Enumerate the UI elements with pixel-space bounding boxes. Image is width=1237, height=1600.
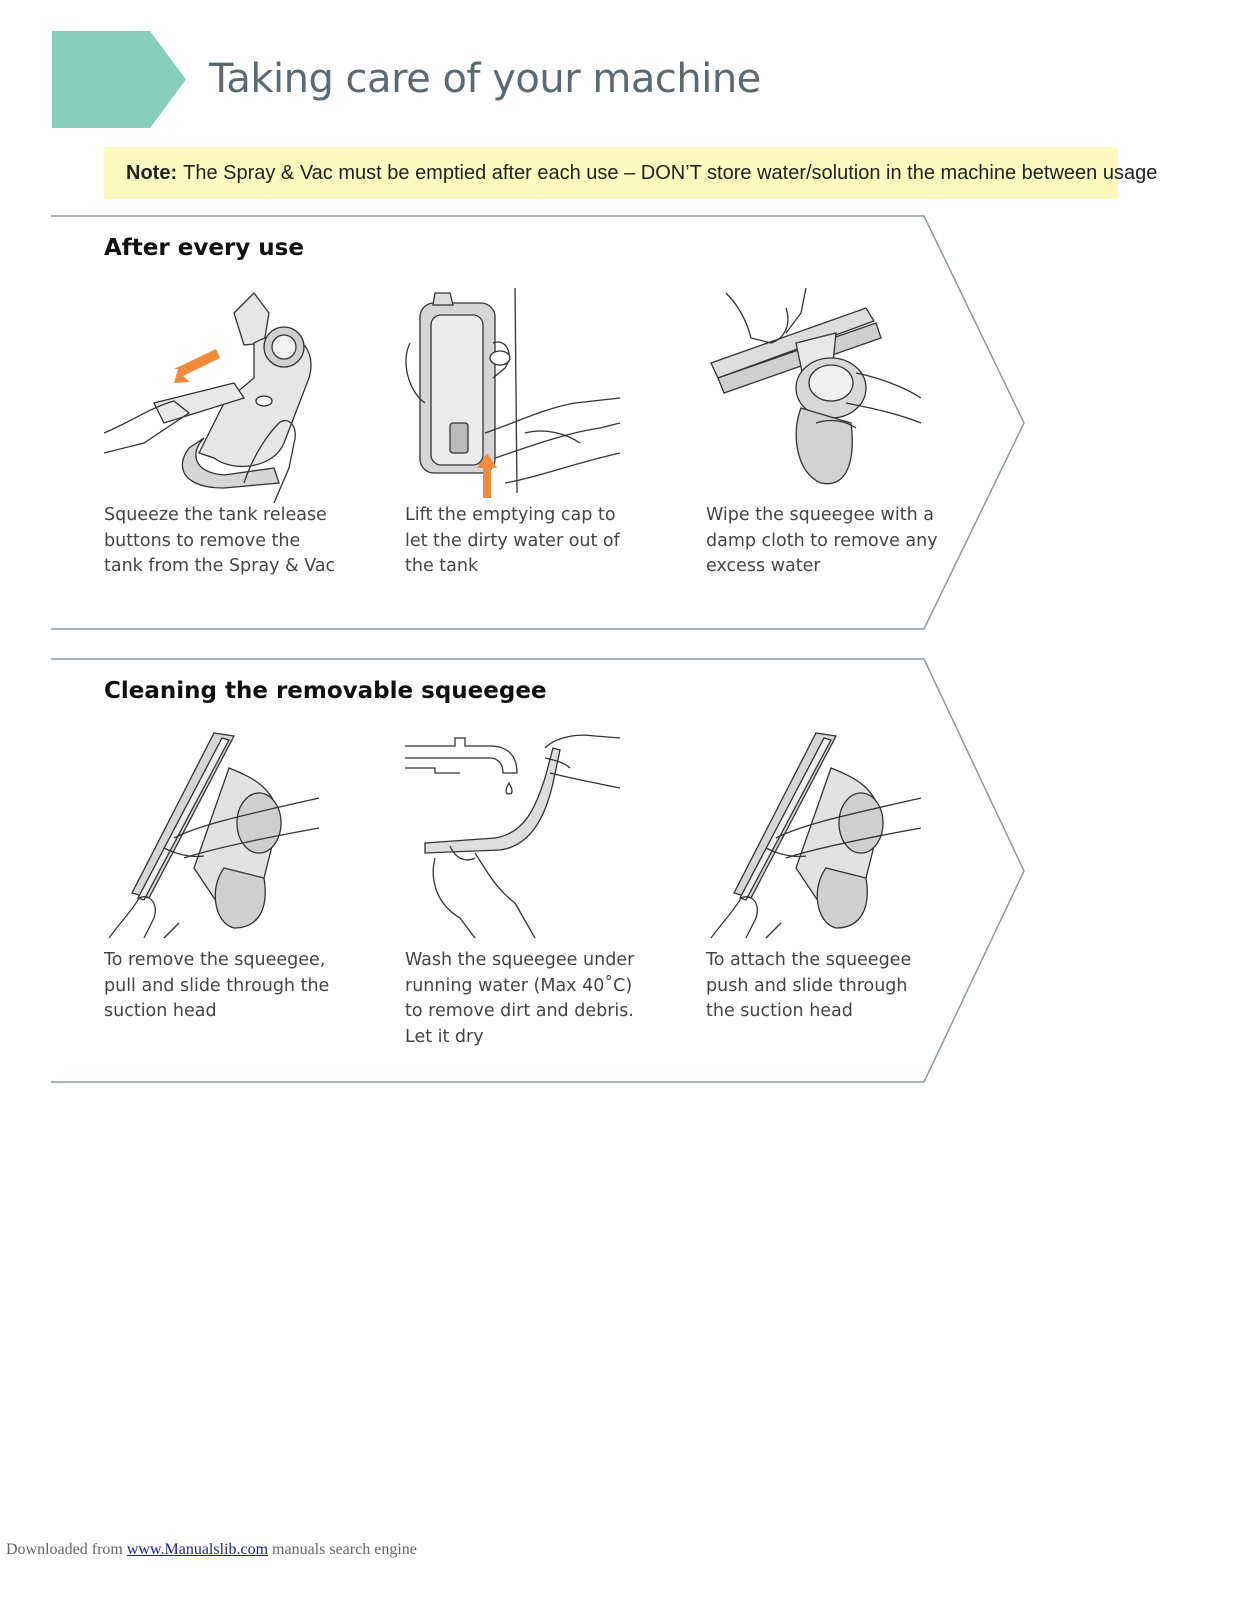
step-emptying-cap	[405, 283, 640, 580]
wash-squeegee-icon	[405, 728, 625, 948]
step-caption: To remove the squeegee, pull and slide through the suction head	[104, 950, 330, 1021]
footer-prefix: Downloaded from	[6, 1541, 127, 1558]
step-wash-squeegee	[405, 728, 640, 1050]
note-text: The Spray & Vac must be emptied after each use – DON’T store water/solution in the machine between usage	[183, 161, 1158, 184]
step-caption: To attach the squeegee push and slide through the suction head	[706, 950, 912, 1021]
footer-suffix: manuals search engine	[268, 1541, 417, 1558]
footer-link[interactable]: www.Manualslib.com	[126, 1541, 269, 1558]
page-title: Taking care of your machine	[209, 56, 761, 102]
header-tab-arrow-icon	[52, 31, 186, 128]
step-caption: Wipe the squeegee with a damp cloth to remove any excess water	[706, 505, 938, 576]
step-caption: Squeeze the tank release buttons to remove the tank from the Spray & Vac	[104, 505, 336, 576]
footer	[6, 1541, 417, 1559]
emptying-cap-icon	[405, 283, 625, 503]
step-remove-squeegee	[104, 728, 339, 1025]
note-bar	[104, 147, 1158, 199]
remove-squeegee-icon	[104, 728, 324, 948]
attach-squeegee-icon	[706, 728, 926, 948]
step-caption: Wash the squeegee under running water (Max 40˚C) to remove dirt and debris. Let it dry	[405, 950, 635, 1047]
section-cleaning-squeegee	[0, 658, 1237, 1084]
section-after-every-use	[0, 215, 1237, 631]
section-title: After every use	[104, 235, 304, 261]
note-label: Note:	[126, 161, 178, 184]
step-wipe-squeegee	[706, 283, 941, 580]
section-title: Cleaning the removable squeegee	[104, 678, 547, 704]
wipe-squeegee-icon	[706, 283, 926, 503]
step-caption: Lift the emptying cap to let the dirty water out of the tank	[405, 505, 620, 576]
step-tank-release	[104, 283, 339, 580]
tank-release-icon	[104, 283, 324, 503]
step-attach-squeegee	[706, 728, 941, 1025]
